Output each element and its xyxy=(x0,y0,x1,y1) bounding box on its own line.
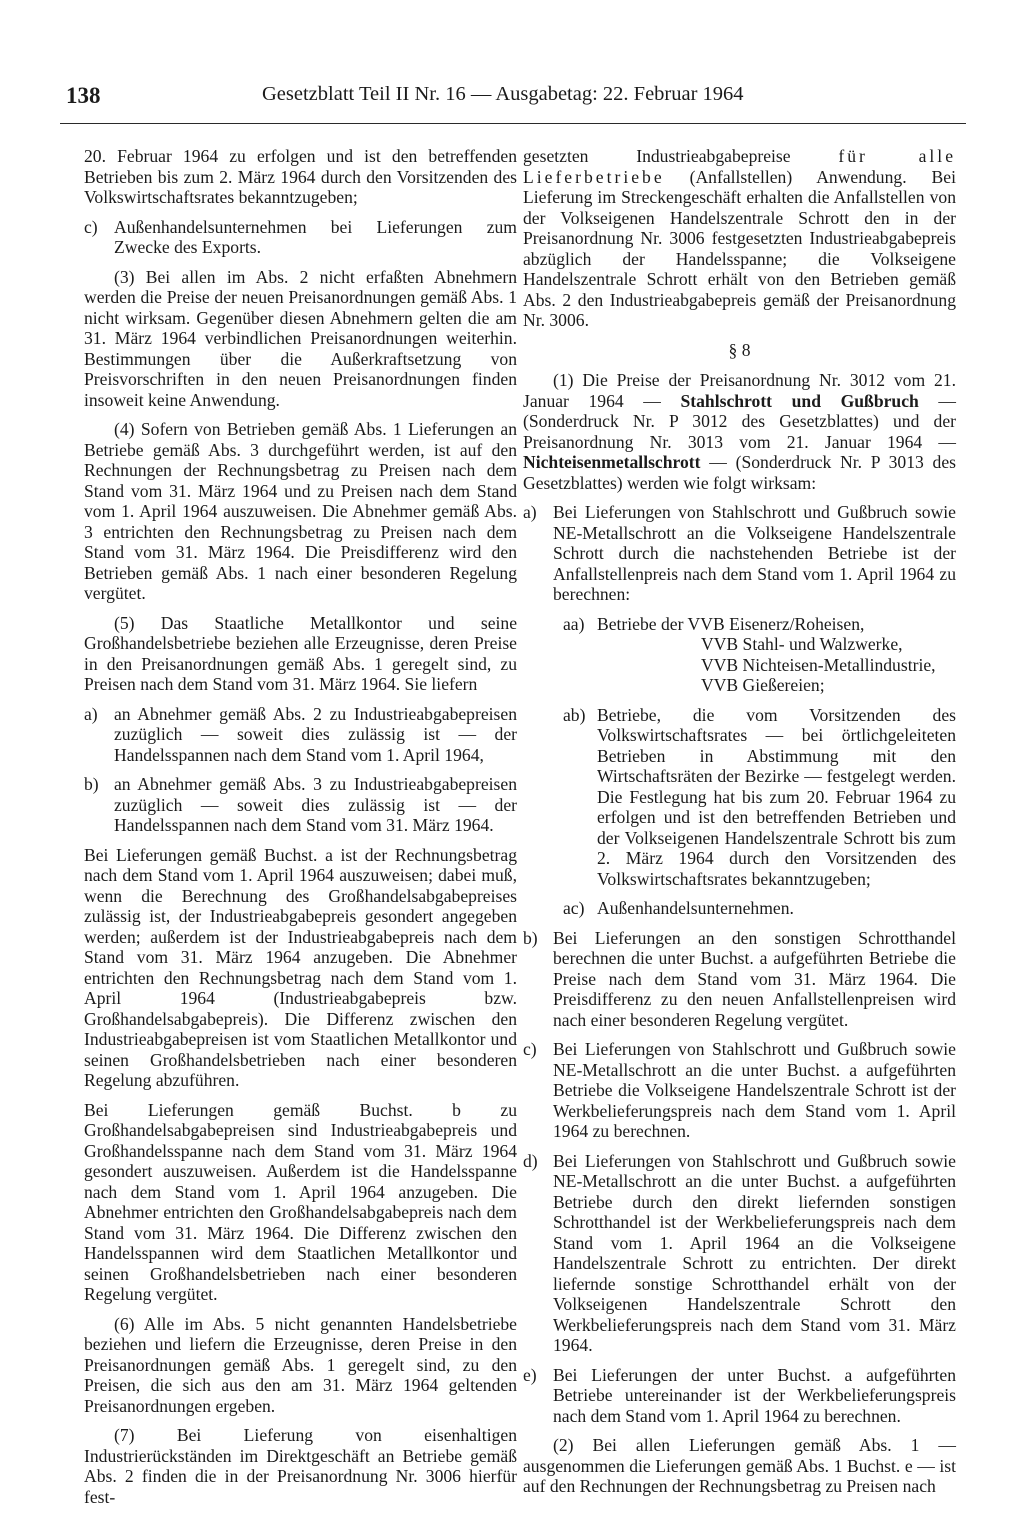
item-label: a) xyxy=(84,703,98,724)
item-text: Bei Lieferungen der unter Buchst. a aufgeführten Betriebe untereinander ist der Werkbelieferungspreis nach dem Stand vom 1. April 1964 zu berechnen. xyxy=(553,1364,956,1426)
list-item-a xyxy=(523,502,956,605)
item-label: e) xyxy=(523,1364,537,1385)
item-text: Außenhandelsunternehmen. xyxy=(597,898,794,918)
vvb-line: VVB Nichteisen-Metallindustrie, xyxy=(701,654,936,675)
paragraph-7: (7) Bei Lieferung von eisenhaltigen Industrierückständen im Direktgeschäft an Betriebe gemäß Abs. 2 finden die in der Preisanordnung Nr. 3006 hierfür fest- xyxy=(84,1425,517,1507)
list-item-c xyxy=(84,217,517,258)
right-column xyxy=(523,146,956,1506)
item-text: Bei Lieferungen von Stahlschrott und Gußbruch sowie NE-Metallschrott an die unter Buchst. a aufgeführten Betriebe durch den direkt liefernden sonstigen Schrotthandel ist der Werkbelieferungspreis nach dem Stand vom 1. April 1964 an die Volkseigene Handelszentrale Schrott zu entrichten. Der direkt liefernde sonstige Schrotthandel erhält von der Volkseigenen Handelszentrale Schrott den Werkbelieferungspreis nach dem Stand vom 31. März 1964. xyxy=(553,1150,956,1355)
item-label: ac) xyxy=(563,898,585,918)
paragraph-7-continuation xyxy=(523,146,956,331)
vvb-list xyxy=(523,634,956,696)
paragraph-5-note-1: Bei Lieferungen gemäß Buchst. a ist der Rechnungsbetrag nach dem Stand vom 1. April 1964 auszuweisen; dabei muß, wenn die Berechnung des Großhandelsabgabepreises zulässig ist, der Industrieabgabepreis gesondert angegeben werden; außerdem ist der Industrieabgabepreis nach dem Stand vom 31. März 1964 anzugeben. Die Abnehmer entrichten den Rechnungsbetrag nach dem Stand vom 1. April 1964 (Industrieabgabepreis bzw. Großhandelsabgabepreis). Die Differenz zwischen den Industrieabgabepreisen ist vom Staatlichen Metallkontor und seinen Großhandelsbetrieben nach einer besonderen Regelung abzuführen. xyxy=(84,844,517,1090)
list-item-aa xyxy=(563,614,956,635)
page-number: 138 xyxy=(66,83,101,108)
list-item-e xyxy=(523,1365,956,1427)
item-label: d) xyxy=(523,1150,538,1171)
paragraph-3: (3) Bei allen im Abs. 2 nicht erfaßten Abnehmern werden die Preise der neuen Preisanordnungen gemäß Abs. 1 nicht wirksam. Gegenüber diesen Abnehmern gelten die am 31. März 1964 verbindlichen Preisanordnungen weiterhin. Bestimmungen über die Außerkraftsetzung von Preisvorschriften in den neuen Preisanordnungen finden insoweit keine Anwendung. xyxy=(84,266,517,410)
list-item-d xyxy=(523,1151,956,1356)
item-label: b) xyxy=(84,774,99,794)
text-run: — (Sonderdruck Nr. P 3013 des Gesetzblattes) werden wie folgt wirksam: xyxy=(523,452,956,493)
section-8-paragraph-1 xyxy=(523,370,956,493)
text-run: (Anfallstellen) Anwendung. Bei Lieferung im Streckengeschäft erhalten die Anfallstellen von der Volkseigenen Handelszentrale Schrott den in der Preisanordnung Nr. 3006 festgesetzten Industrieabgabepreis abzüglich der Handelsspanne; die Volkseigene Handelszentrale Schrott erhält von den Betrieben gemäß Abs. 2 den Industrieabgabepreis gemäß der Preisanordnung Nr. 3006. xyxy=(523,166,956,330)
vvb-line: VVB Gießereien; xyxy=(701,675,825,695)
header-rule xyxy=(60,123,966,124)
spaced-text: für alle Lieferbetriebe xyxy=(523,146,957,187)
running-head: Gesetzblatt Teil II Nr. 16 — Ausgabetag: 22. Februar 1964 xyxy=(262,83,744,105)
list-item-b xyxy=(84,774,517,836)
list-item-c xyxy=(523,1039,956,1142)
section-heading: § 8 xyxy=(728,339,751,360)
bold-title: Nichteisenmetallschrott xyxy=(523,452,701,472)
vvb-line: VVB Stahl- und Walzwerke, xyxy=(701,634,903,654)
item-label: b) xyxy=(523,927,538,948)
list-item-a xyxy=(84,704,517,766)
list-item-ab xyxy=(563,705,956,890)
paragraph-4: (4) Sofern von Betrieben gemäß Abs. 1 Lieferungen an Betriebe gemäß Abs. 3 durchgeführt werden, ist auf den Rechnungen der Rechnungsbetrag zu Preisen nach dem Stand vom 31. März 1964 und zu Preisen nach dem Stand vom 1. April 1964 auszuweisen. Die Abnehmer gemäß Abs. 3 entrichten den Rechnungsbetrag zu Preisen nach dem Stand vom 31. März 1964. Die Preisdifferenz wird den Betrieben gemäß Abs. 1 nach einer besonderen Regelung vergütet. xyxy=(84,419,517,603)
list-item-ac xyxy=(563,898,956,919)
item-text: Bei Lieferungen an den sonstigen Schrotthandel berechnen die unter Buchst. a aufgeführten Betriebe die Preise nach dem Stand vom 31. März 1964. Die Preisdifferenz zu den neuen Anfallstellenpreisen wird nach einer besonderen Regelung vergütet. xyxy=(553,927,956,1030)
bold-title: Stahlschrott und Gußbruch xyxy=(680,390,919,411)
item-label: aa) xyxy=(563,613,585,634)
item-label: a) xyxy=(523,502,537,522)
item-text: Außenhandelsunternehmen bei Lieferungen zum Zwecke des Exports. xyxy=(114,216,517,257)
paragraph-continuation: 20. Februar 1964 zu erfolgen und ist den betreffenden Betrieben bis zum 2. März 1964 durch den Vorsitzenden des Volkswirtschaftsrates bekanntzugeben; xyxy=(84,146,517,207)
item-label: c) xyxy=(523,1039,537,1059)
item-text: Bei Lieferungen von Stahlschrott und Gußbruch sowie NE-Metallschrott an die unter Buchst. a aufgeführten Betriebe die Volkseigene Handelszentrale Schrott ist der Werkbelieferungspreis nach dem Stand vom 1. April 1964 zu berechnen. xyxy=(553,1039,956,1141)
text-run: (1) Die Preise der Preisanordnung Nr. 3012 vom 21. Januar 1964 — xyxy=(523,370,956,411)
item-label: c) xyxy=(84,216,98,237)
text-run: gesetzten Industrieabgabepreise xyxy=(523,146,791,166)
paragraph-6: (6) Alle im Abs. 5 nicht genannten Handelsbetriebe beziehen und liefern die Erzeugnisse, deren Preise in den Preisanordnungen gemäß Abs. 1 geregelt sind, zu den Preisen, die sich aus den am 31. März 1964 geltenden Preisanordnungen ergeben. xyxy=(84,1313,517,1416)
item-text: an Abnehmer gemäß Abs. 3 zu Industrieabgabepreisen zuzüglich — soweit dies zulässig ist — der Handelsspannen nach dem Stand vom 31. März 1964. xyxy=(114,774,517,835)
paragraph-5: (5) Das Staatliche Metallkontor und seine Großhandelsbetriebe beziehen alle Erzeugnisse, deren Preise in den Preisanordnungen gemäß Abs. 1 geregelt sind, zu Preisen nach dem Stand vom 31. März 1964. Sie liefern xyxy=(84,612,517,694)
list-item-b xyxy=(523,928,956,1031)
paragraph-2: (2) Bei allen Lieferungen gemäß Abs. 1 — ausgenommen die Lieferungen gemäß Abs. 1 Buchst. e — ist auf den Rechnungen der Rechnungsbetrag zu Preisen nach xyxy=(523,1435,956,1496)
left-column xyxy=(84,146,517,1516)
paragraph-5-note-2: Bei Lieferungen gemäß Buchst. b zu Großhandelsabgabepreisen sind Industrieabgabepreis und Großhandelsspanne nach dem Stand vom 31. März 1964 gesondert auszuweisen. Außerdem ist die Handelsspanne nach dem Stand vom 1. April 1964 anzugeben. Die Abnehmer entrichten den Großhandelsabgabepreis nach dem Stand vom 31. März 1964. Die Differenz zwischen den Handelsspannen wird dem Staatlichen Metallkontor und seinen Großhandelsbetrieben nach einer besonderen Regelung vergütet. xyxy=(84,1099,517,1304)
item-text: Betriebe, die vom Vorsitzenden des Volkswirtschaftsrates — bei örtlichgeleiteten Betrieben in Abstimmung mit den Wirtschaftsräten der Bezirke — festgelegt werden. Die Festlegung hat bis zum 20. Februar 1964 zu erfolgen und ist den betreffenden Betrieben und der Volkseigenen Handelszentrale Schrott bis zum 2. März 1964 durch den Vorsitzenden des Volkswirtschaftsrates bekanntzugeben; xyxy=(597,704,956,889)
text-run: — (Sonderdruck Nr. P 3012 des Gesetzblattes) und der Preisanordnung Nr. 3013 vom 21. Januar 1964 — xyxy=(523,390,956,452)
item-text: Betriebe der VVB Eisenerz/Roheisen, xyxy=(597,613,865,634)
item-label: ab) xyxy=(563,704,586,725)
item-text: an Abnehmer gemäß Abs. 2 zu Industrieabgabepreisen zuzüglich — soweit dies zulässig ist — der Handelsspannen nach dem Stand vom 1. April 1964, xyxy=(114,703,517,765)
item-text: Bei Lieferungen von Stahlschrott und Gußbruch sowie NE-Metallschrott an die Volkseigene Handelszentrale Schrott durch die nachstehenden Betriebe ist der Anfallstellenpreis nach dem Stand vom 1. April 1964 zu berechnen: xyxy=(553,502,956,604)
